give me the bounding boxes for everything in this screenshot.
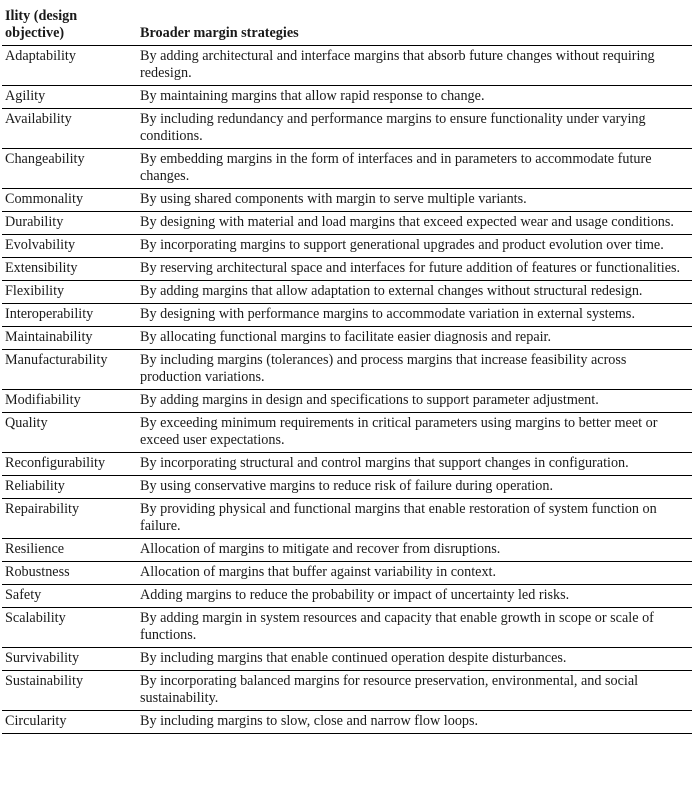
strategy-cell: By exceeding minimum requirements in critical parameters using margins to better meet or exceed user expectations. [140, 415, 658, 448]
ility-cell: Agility [5, 88, 46, 104]
ility-cell: Safety [5, 587, 42, 603]
table-row [2, 327, 692, 350]
strategy-cell: By including redundancy and performance margins to ensure functionality under varying conditions. [140, 111, 646, 144]
table-row [2, 585, 692, 608]
ilities-margin-table [2, 4, 692, 734]
strategy-cell: Allocation of margins to mitigate and recover from disruptions. [140, 541, 501, 557]
table-row [2, 109, 692, 149]
ility-cell: Changeability [5, 151, 85, 167]
header-ility: Ility (design objective) [2, 4, 132, 46]
table-header-row [2, 4, 692, 46]
ility-cell: Durability [5, 214, 64, 230]
strategy-cell: By incorporating balanced margins for resource preservation, environmental, and social sustainability. [140, 673, 639, 706]
table-row [2, 235, 692, 258]
strategy-cell: By maintaining margins that allow rapid response to change. [140, 88, 485, 104]
strategy-cell: By designing with performance margins to accommodate variation in external systems. [140, 306, 635, 322]
strategy-cell: By including margins (tolerances) and process margins that increase feasibility across production variations. [140, 352, 627, 385]
table-row [2, 476, 692, 499]
strategy-cell: By including margins to slow, close and narrow flow loops. [140, 713, 479, 729]
strategy-cell: Allocation of margins that buffer against variability in context. [140, 564, 497, 580]
table-body [2, 46, 692, 734]
ility-cell: Reconfigurability [5, 455, 106, 471]
table-row [2, 711, 692, 734]
strategy-cell: By using shared components with margin to serve multiple variants. [140, 191, 527, 207]
strategy-cell: By allocating functional margins to facilitate easier diagnosis and repair. [140, 329, 552, 345]
ility-cell: Robustness [5, 564, 70, 580]
table-row [2, 453, 692, 476]
table-row [2, 499, 692, 539]
table-row [2, 648, 692, 671]
strategy-cell: By including margins that enable continued operation despite disturbances. [140, 650, 567, 666]
ility-cell: Commonality [5, 191, 84, 207]
table-row [2, 149, 692, 189]
table-row [2, 281, 692, 304]
table-row [2, 189, 692, 212]
ility-cell: Availability [5, 111, 72, 127]
table-row [2, 562, 692, 585]
ility-cell: Flexibility [5, 283, 65, 299]
ility-cell: Reliability [5, 478, 65, 494]
ility-cell: Sustainability [5, 673, 84, 689]
strategy-cell: By embedding margins in the form of interfaces and in parameters to accommodate future changes. [140, 151, 652, 184]
ility-cell: Resilience [5, 541, 65, 557]
strategy-cell: By incorporating margins to support generational upgrades and product evolution over time. [140, 237, 664, 253]
strategy-cell: By designing with material and load margins that exceed expected wear and usage conditions. [140, 214, 674, 230]
ility-cell: Modifiability [5, 392, 81, 408]
strategy-cell: By incorporating structural and control margins that support changes in configuration. [140, 455, 629, 471]
ility-cell: Scalability [5, 610, 66, 626]
table-row [2, 304, 692, 327]
table-row [2, 258, 692, 281]
table-row [2, 350, 692, 390]
table-row [2, 413, 692, 453]
ility-cell: Quality [5, 415, 48, 431]
table-row [2, 46, 692, 86]
ility-cell: Manufacturability [5, 352, 108, 368]
table-row [2, 86, 692, 109]
header-strategies: Broader margin strategies [132, 4, 692, 46]
table-row [2, 608, 692, 648]
strategy-cell: By adding margin in system resources and capacity that enable growth in scope or scale of functions. [140, 610, 654, 643]
ility-cell: Evolvability [5, 237, 76, 253]
strategy-cell: By adding margins in design and specifications to support parameter adjustment. [140, 392, 599, 408]
table-row [2, 390, 692, 413]
strategy-cell: By providing physical and functional margins that enable restoration of system function on failure. [140, 501, 657, 534]
strategy-cell: By reserving architectural space and interfaces for future addition of features or functionalities. [140, 260, 681, 276]
ility-cell: Extensibility [5, 260, 78, 276]
ility-cell: Adaptability [5, 48, 76, 64]
ility-cell: Survivability [5, 650, 80, 666]
table-row [2, 671, 692, 711]
ility-cell: Maintainability [5, 329, 93, 345]
table-row [2, 212, 692, 235]
strategy-cell: Adding margins to reduce the probability or impact of uncertainty led risks. [140, 587, 570, 603]
ility-cell: Circularity [5, 713, 67, 729]
strategy-cell: By using conservative margins to reduce risk of failure during operation. [140, 478, 554, 494]
strategy-cell: By adding margins that allow adaptation to external changes without structural redesign. [140, 283, 643, 299]
strategy-cell: By adding architectural and interface margins that absorb future changes without requiring redesign. [140, 48, 655, 81]
table-row [2, 539, 692, 562]
ility-cell: Interoperability [5, 306, 94, 322]
ility-cell: Repairability [5, 501, 80, 517]
